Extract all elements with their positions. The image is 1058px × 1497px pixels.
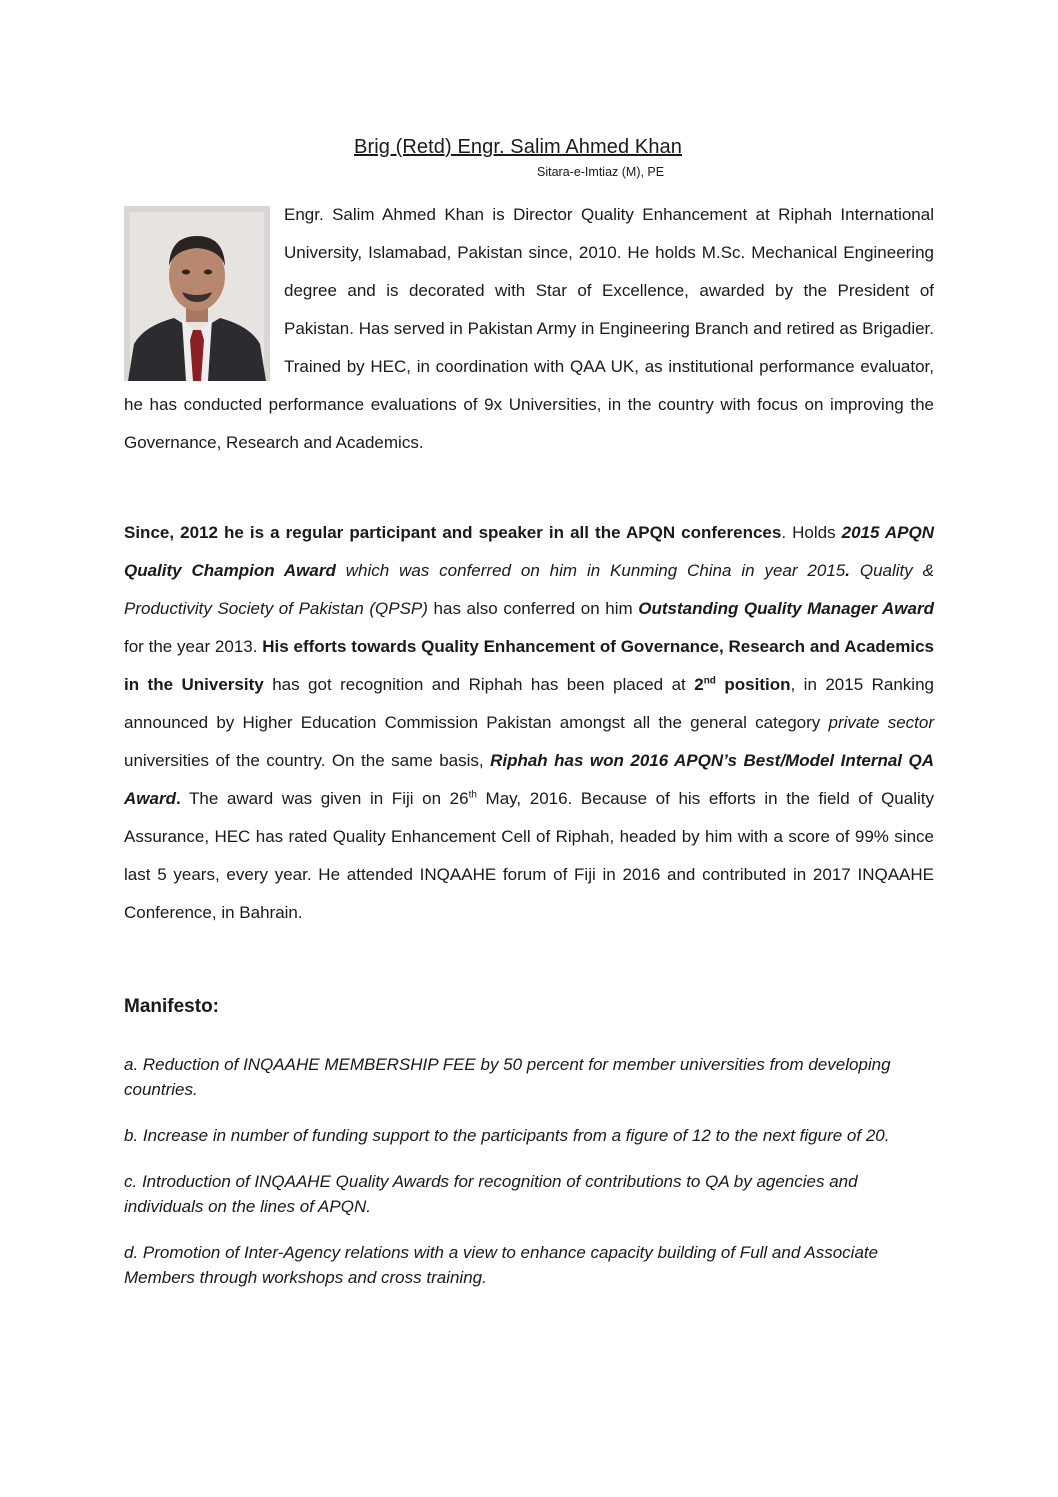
ordinal-suffix: th <box>468 789 477 801</box>
text-run: for the year 2013. <box>124 637 263 656</box>
society-name-run: Quality & Productivity Society of Pakistan (QPSP) <box>124 561 934 618</box>
manifesto-item: b. Increase in number of funding support to the participants from a figure of 12 to the next figure of 20. <box>124 1126 890 1145</box>
page-title: Brig (Retd) Engr. Salim Ahmed Khan <box>354 136 682 158</box>
manifesto-item: d. Promotion of Inter-Agency relations with a view to enhance capacity building of Full and Associate Members through workshops and cross training. <box>124 1243 879 1287</box>
text-run: has got recognition and Riphah has been placed at <box>263 675 695 694</box>
rank-number-run: 2 <box>694 675 704 694</box>
bold-run: Since, 2012 he is a regular participant and speaker in all the APQN conferences <box>124 523 782 542</box>
manifesto-item: c. Introduction of INQAAHE Quality Awards for recognition of contributions to QA by agencies and individuals on the lines of APQN. <box>124 1172 858 1216</box>
bold-run: position <box>715 675 791 694</box>
award-name-run: Outstanding Quality Manager Award <box>638 599 934 618</box>
text-run: , in 2015 Ranking announced by Higher Education Commission Pakistan amongst all the general category <box>124 675 934 732</box>
manifesto-item: a. Reduction of INQAAHE MEMBERSHIP FEE by 50 percent for member universities from developing countries. <box>124 1055 891 1099</box>
bio-paragraph-1-text: Engr. Salim Ahmed Khan is Director Quality Enhancement at Riphah International University, Islamabad, Pakistan since, 2010. He holds M.Sc. Mechanical Engineering degree and is decorated with Star of Excellence, awarded by the President of Pakistan. Has served in Pakistan Army in Engineering Branch and retired as Brigadier. Trained by HEC, in coordination with QAA UK, as institutional performance evaluator, he has conducted performance evaluations of 9x Universities, in the country with focus on improving the Governance, Research and Academics. <box>124 205 934 452</box>
award-name-run: Riphah has won 2016 APQN’s Best/Model Internal QA Award <box>124 751 934 808</box>
photo-wrap-spacer <box>124 196 284 382</box>
text-run: . Holds <box>781 523 842 542</box>
manifesto-list <box>124 1052 934 1311</box>
ordinal-suffix: nd <box>703 675 716 687</box>
bold-italic-run: . <box>845 561 850 580</box>
text-run: May, 2016. Because of his efforts in the field of Quality Assurance, HEC has rated Quality Enhancement Cell of Riphah, headed by him with a score of 99% since last 5 years, every year. He attended INQAAHE forum of Fiji in 2016 and contributed in 2017 INQAAHE Conference, in Bahrain. <box>124 789 934 922</box>
text-run: has also conferred on him <box>427 599 639 618</box>
bio-paragraph-2 <box>124 514 934 932</box>
award-name-run: 2015 APQN Quality Champion Award <box>124 523 935 580</box>
text-run: The award was given in Fiji on 26 <box>180 789 469 808</box>
bold-run: . <box>175 789 181 808</box>
manifesto-heading: Manifesto: <box>124 996 219 1017</box>
bio-paragraph-1 <box>124 196 934 462</box>
page-subtitle: Sitara-e-Imtiaz (M), PE <box>537 165 665 179</box>
italic-run: private sector <box>828 713 935 732</box>
italic-run: which was conferred on him in Kunming China in year 2015 <box>335 561 846 580</box>
bold-run: His efforts towards Quality Enhancement of Governance, Research and Academics in the University <box>124 637 934 694</box>
text-run: universities of the country. On the same basis, <box>124 751 491 770</box>
